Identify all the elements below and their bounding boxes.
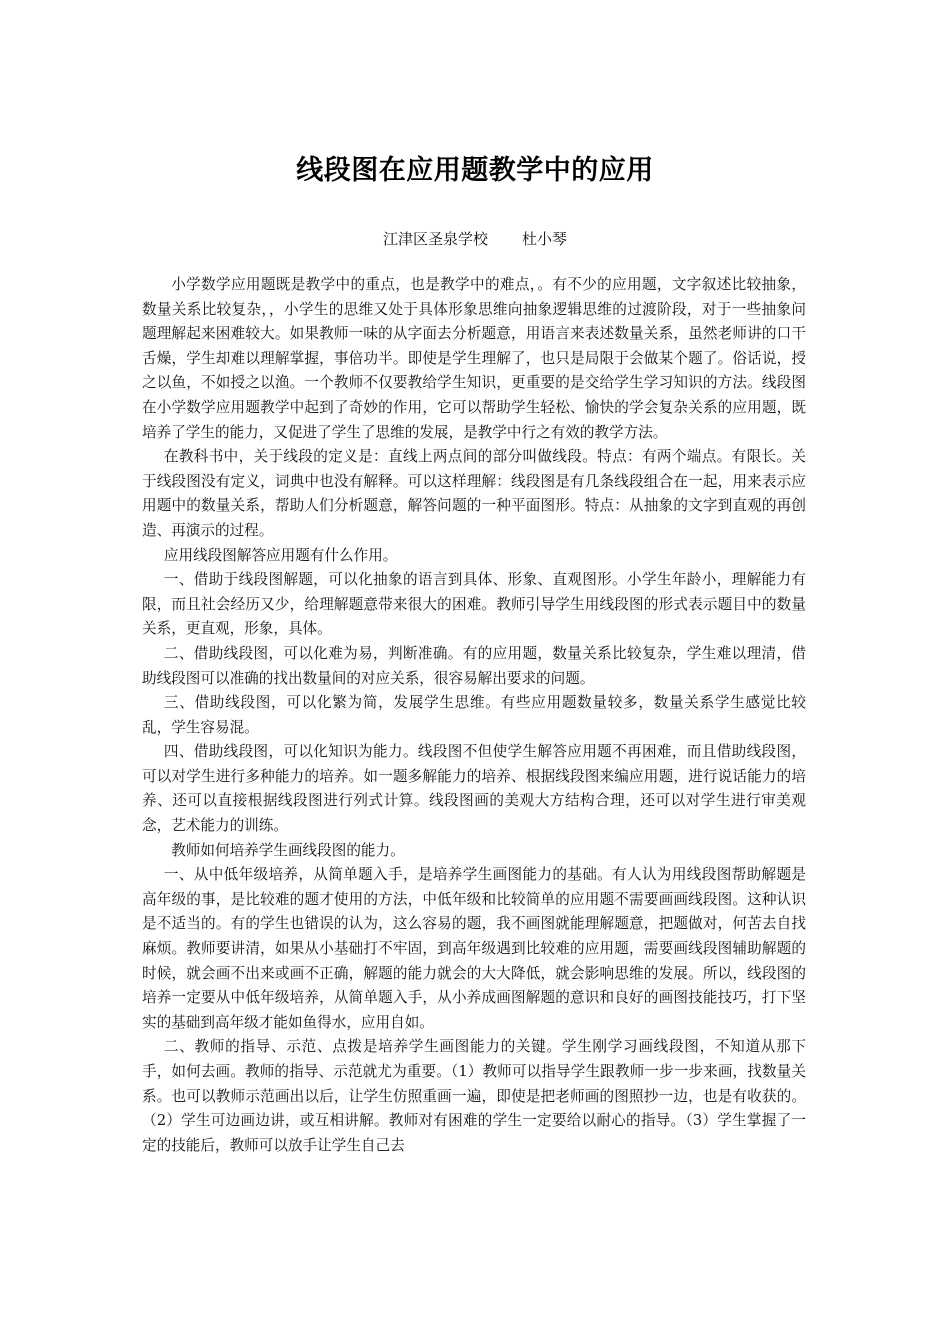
document-title: 线段图在应用题教学中的应用 xyxy=(296,155,654,186)
byline xyxy=(0,228,950,249)
byline-author: 杜小琴 xyxy=(522,230,568,248)
paragraph-point-1: 一、借助于线段图解题，可以化抽象的语言到具体、形象、直观图形。小学生年龄小，理解能力有限，而且社会经历又少，给理解题意带来很大的困难。教师引导学生用线段图的形式表示题目中的数量关系，更直观，形象，具体。 xyxy=(142,571,806,638)
byline-school: 江津区圣泉学校 xyxy=(382,230,488,248)
paragraph-training-2: 二、教师的指导、示范、点拨是培养学生画图能力的关键。学生刚学习画线段图，不知道从那下手，如何去画。教师的指导、示范就尤为重要。（1）教师可以指导学生跟教师一步一步来画，找数量关系。也可以教师示范画出以后，让学生仿照重画一遍，即使是把老师画的图照抄一边，也是有收获的。（2）学生可边画边讲，或互相讲解。教师对有困难的学生一定要给以耐心的指导。（3）学生掌握了一定的技能后，教师可以放手让学生自己去 xyxy=(142,1038,806,1154)
paragraph-definition: 在教科书中，关于线段的定义是：直线上两点间的部分叫做线段。特点：有两个端点。有限长。关于线段图没有定义，词典中也没有解释。可以这样理解：线段图是有几条线段组合在一起，用来表示应用题中的数量关系，帮助人们分析题意，解答问题的一种平面图形。特点：从抽象的文字到直观的再创造、再演示的过程。 xyxy=(142,448,806,539)
paragraph-point-3: 三、借助线段图，可以化繁为简，发展学生思维。有些应用题数量较多，数量关系学生感觉比较乱，学生容易混。 xyxy=(142,694,806,736)
paragraph-intro: 小学数学应用题既是教学中的重点，也是教学中的难点，。有不少的应用题，文字叙述比较抽象，数量关系比较复杂，，小学生的思维又处于具体形象思维向抽象逻辑思维的过渡阶段，对于一些抽象问题理解起来困难较大。如果教师一味的从字面去分析题意，用语言来表述数量关系，虽然老师讲的口干舌燥，学生却难以理解掌握，事倍功半。即使是学生理解了，也只是局限于会做某个题了。俗话说，授之以鱼，不如授之以渔。一个教师不仅要教给学生知识，更重要的是交给学生学习知识的方法。线段图在小学数学应用题教学中起到了奇妙的作用，它可以帮助学生轻松、愉快的学会复杂关系的应用题，既培养了学生的能力，又促进了学生了思维的发展，是教学中行之有效的教学方法。 xyxy=(142,276,806,441)
paragraph-point-2: 二、借助线段图，可以化难为易，判断准确。有的应用题，数量关系比较复杂，学生难以理清，借助线段图可以准确的找出数量间的对应关系，很容易解出要求的问题。 xyxy=(142,644,806,687)
paragraph-heading-purpose: 应用线段图解答应用题有什么作用。 xyxy=(163,546,398,564)
document-body xyxy=(142,273,806,1158)
paragraph-point-4: 四、借助线段图，可以化知识为能力。线段图不但使学生解答应用题不再困难，而且借助线段图，可以对学生进行多种能力的培养。如一题多解能力的培养、根据线段图来编应用题，进行说话能力的培养、还可以直接根据线段图进行列式计算。线段图画的美观大方结构合理，还可以对学生进行审美观念，艺术能力的训练。 xyxy=(142,743,806,835)
paragraph-heading-training: 教师如何培养学生画线段图的能力。 xyxy=(171,841,405,859)
paragraph-training-1: 一、从中低年级培养，从简单题入手，是培养学生画图能力的基础。有人认为用线段图帮助解题是高年级的事，是比较难的题才使用的方法，中低年级和比较简单的应用题不需要画画线段图。这种认识是不适当的。有的学生也错误的认为，这么容易的题，我不画图就能理解题意，把题做对，何苦去自找麻烦。教师要讲清，如果从小基础打不牢固，到高年级遇到比较难的应用题，需要画线段图辅助解题的时候，就会画不出来或画不正确，解题的能力就会的大大降低，就会影响思维的发展。所以，线段图的培养一定要从中低年级培养，从简单题入手，从小养成画图解题的意识和良好的画图技能技巧，打下坚实的基础到高年级才能如鱼得水，应用自如。 xyxy=(142,866,806,1031)
